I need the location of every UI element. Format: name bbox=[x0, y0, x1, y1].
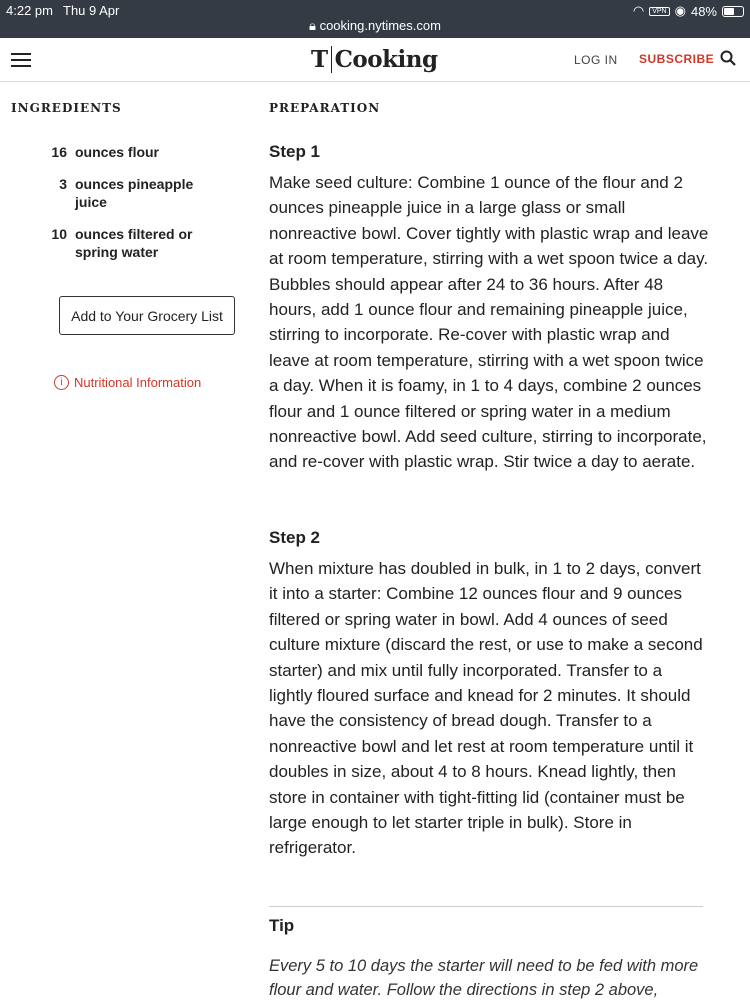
address-bar[interactable] bbox=[0, 18, 750, 34]
step-title: Step 1 bbox=[269, 142, 321, 161]
preparation-heading: PREPARATION bbox=[269, 101, 381, 115]
battery-icon bbox=[722, 6, 744, 17]
hamburger-menu-icon[interactable] bbox=[11, 53, 31, 71]
nutritional-information-link[interactable]: i Nutritional Information bbox=[54, 375, 201, 390]
search-icon[interactable] bbox=[720, 50, 736, 66]
step-text: When mixture has doubled in bulk, in 1 to 2 days, convert it into a starter: Combine 12 ounces flour and 9 ounces filtered or spring water in bowl. Add 4 ounces of seed culture mixture (discard the rest, or use to make a second starter) and mix until fully incorporated. Transfer to a lightly floured surface and knead for 2 minutes. It should have the consistency of bread dough. Transfer to a nonreactive bowl and let rest at room temperature until it doubles in size, about 4 to 8 hours. Knead lightly, then store in container with tight-fitting lid (container must be large enough to let starter triple in bulk). Store in refrigerator. bbox=[269, 559, 703, 858]
login-link[interactable]: LOG IN bbox=[574, 53, 618, 67]
vpn-icon: VPN bbox=[649, 7, 669, 16]
ingredient-item: 10 ounces filtered or spring water bbox=[51, 226, 193, 260]
nyt-cooking-logo[interactable]: T Cooking bbox=[311, 46, 438, 73]
tip-title: Tip bbox=[269, 916, 295, 935]
ingredient-item: 16 ounces flour bbox=[51, 144, 160, 160]
orientation-lock-icon: ◉ bbox=[674, 3, 686, 18]
status-time: 4:22 pm bbox=[6, 3, 53, 18]
info-icon: i bbox=[54, 375, 69, 390]
add-to-grocery-list-button[interactable]: Add to Your Grocery List bbox=[59, 296, 235, 335]
url-text: cooking.nytimes.com bbox=[319, 18, 441, 33]
site-header bbox=[0, 38, 750, 82]
status-bar bbox=[0, 0, 750, 38]
step-title: Step 2 bbox=[269, 528, 321, 547]
wifi-icon: ◠ bbox=[632, 3, 645, 18]
status-date: Thu 9 Apr bbox=[63, 3, 120, 18]
step-text: Make seed culture: Combine 1 ounce of the flour and 2 ounces pineapple juice in a large glass or small nonreactive bowl. Cover tightly with plastic wrap and leave at room temperature, stirring with a wet spoon twice a day. Bubbles should appear after 24 to 36 hours. After 48 hours, add 1 ounce flour and remaining pineapple juice, stirring to incorporate. Re-cover with plastic wrap and leave at room temperature, stirring with a wet spoon twice a day. When it is foamy, in 1 to 4 days, combine 2 ounces flour and 1 ounce filtered or spring water in a medium nonreactive bowl. Add seed culture, stirring to incorporate, and re-cover with plastic wrap. Stir twice a day to aerate. bbox=[269, 173, 709, 472]
lock-icon: 🔒︎ bbox=[309, 18, 316, 33]
ingredients-heading: INGREDIENTS bbox=[11, 101, 122, 115]
tip-text: Every 5 to 10 days the starter will need to be fed with more flour and water. Follow the directions in step 2 above, bbox=[269, 957, 699, 999]
battery-percent: 48% bbox=[690, 3, 717, 19]
subscribe-link[interactable]: SUBSCRIBE bbox=[639, 52, 715, 66]
ingredient-item: 3 ounces pineapple juice bbox=[59, 176, 194, 210]
divider bbox=[269, 906, 703, 907]
